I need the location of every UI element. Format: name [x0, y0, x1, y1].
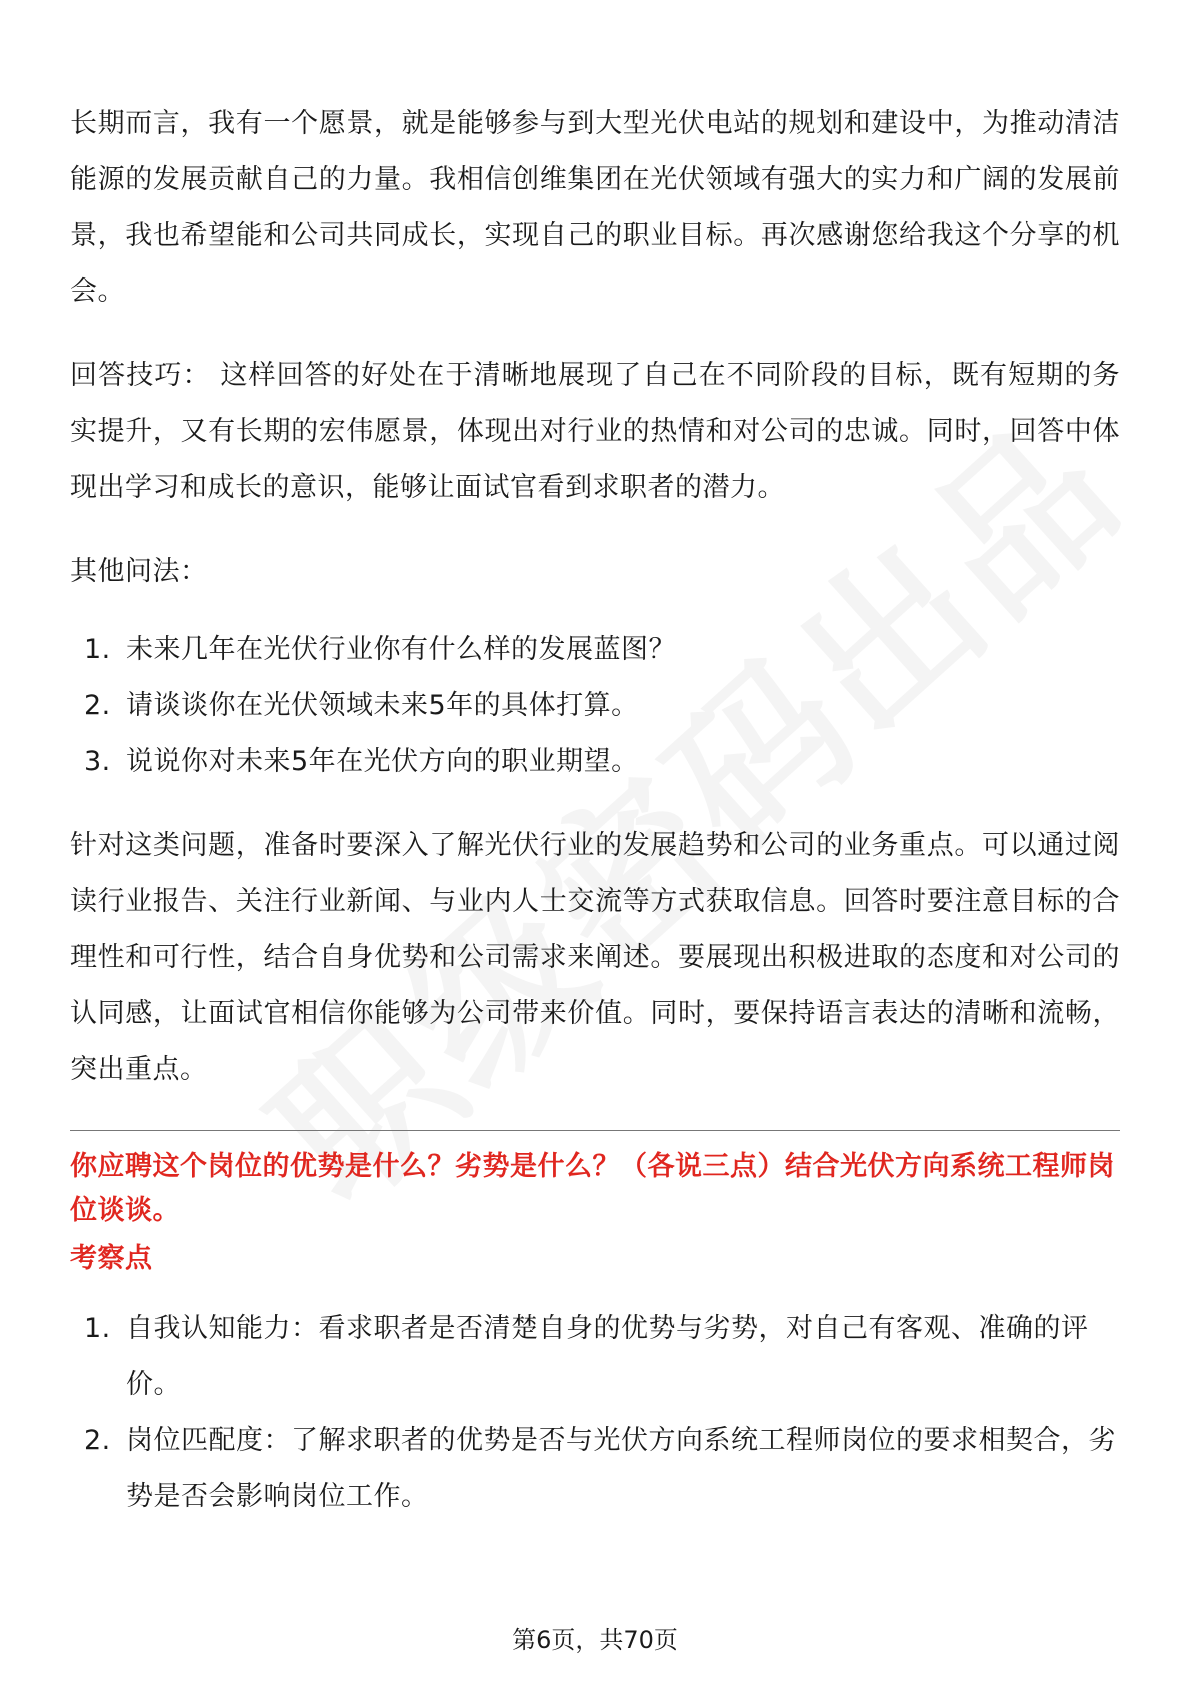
list-item — [70, 1413, 1120, 1525]
list-text: 说说你对未来5年在光伏方向的职业期望。 — [126, 746, 639, 777]
page-footer: 第6页，共70页 — [512, 1626, 678, 1654]
list-number: 1. — [84, 634, 111, 665]
list-number: 2. — [84, 690, 111, 721]
question-heading: 你应聘这个岗位的优势是什么？劣势是什么？（各说三点）结合光伏方向系统工程师岗位谈谈。 — [70, 1151, 1115, 1226]
list-text: 岗位匹配度：了解求职者的优势是否与光伏方向系统工程师岗位的要求相契合，劣势是否会影响岗位工作。 — [126, 1425, 1116, 1512]
list-text: 自我认知能力：看求职者是否清楚自身的优势与劣势，对自己有客观、准确的评价。 — [126, 1313, 1089, 1400]
paragraph-answer-tips: 回答技巧： 这样回答的好处在于清晰地展现了自己在不同阶段的目标，既有短期的务实提升，又有长期的宏伟愿景，体现出对行业的热情和对公司的忠诚。同时，回答中体现出学习和成长的意识，能够让面试官看到求职者的潜力。 — [70, 360, 1120, 503]
list-text: 请谈谈你在光伏领域未来5年的具体打算。 — [126, 690, 639, 721]
list-item — [70, 1301, 1120, 1413]
page-content — [70, 96, 1120, 1525]
list-item — [70, 678, 1120, 734]
assessment-points-list — [70, 1301, 1120, 1525]
list-number: 3. — [84, 746, 111, 777]
list-number: 2. — [84, 1425, 111, 1456]
list-item — [70, 622, 1120, 678]
assessment-points-heading: 考察点 — [70, 1243, 153, 1274]
other-questions-list — [70, 622, 1120, 790]
list-number: 1. — [84, 1313, 111, 1344]
paragraph-preparation-advice: 针对这类问题，准备时要深入了解光伏行业的发展趋势和公司的业务重点。可以通过阅读行业报告、关注行业新闻、与业内人士交流等方式获取信息。回答时要注意目标的合理性和可行性，结合自身优势和公司需求来阐述。要展现出积极进取的态度和对公司的认同感，让面试官相信你能够为公司带来价值。同时，要保持语言表达的清晰和流畅，突出重点。 — [70, 830, 1120, 1085]
list-text: 未来几年在光伏行业你有什么样的发展蓝图？ — [126, 634, 676, 665]
paragraph-long-term: 长期而言，我有一个愿景，就是能够参与到大型光伏电站的规划和建设中，为推动清洁能源的发展贡献自己的力量。我相信创维集团在光伏领域有强大的实力和广阔的发展前景，我也希望能和公司共同成长，实现自己的职业目标。再次感谢您给我这个分享的机会。 — [70, 108, 1120, 307]
list-item — [70, 734, 1120, 790]
paragraph-other-questions-label: 其他问法： — [70, 556, 208, 587]
